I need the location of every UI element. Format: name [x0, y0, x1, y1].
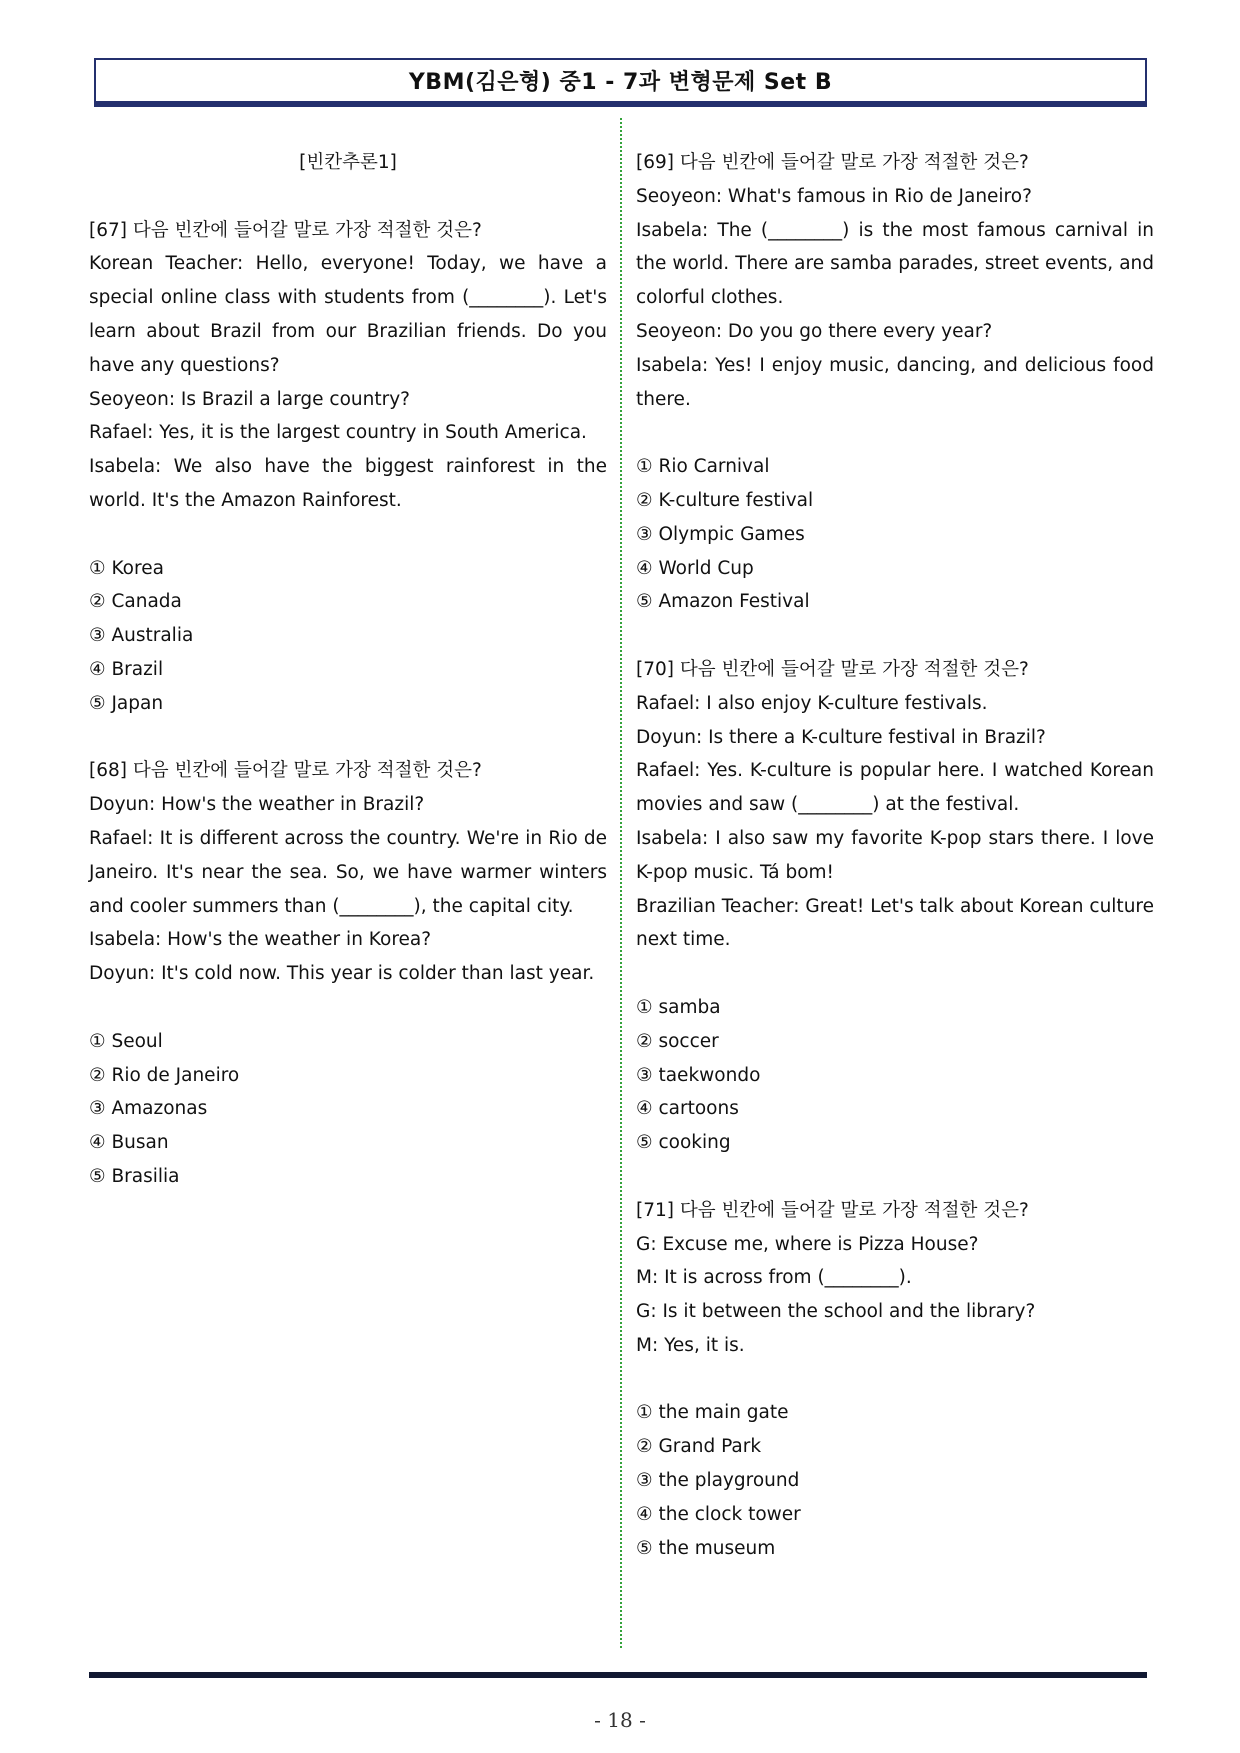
title-underline	[94, 103, 1147, 107]
answer-option[interactable]: ② Canada	[89, 591, 182, 613]
dialogue-line: Rafael: It is different across the country. We're in Rio de Janeiro. It's near the sea. So, we have warmer winters and cooler summers than (________), the capital city.	[89, 827, 607, 917]
section-label: [빈칸추론1]	[299, 152, 397, 173]
answer-option[interactable]: ② Grand Park	[636, 1436, 762, 1458]
answer-option[interactable]: ⑤ the museum	[636, 1537, 776, 1559]
dialogue-line: Seoyeon: Is Brazil a large country?	[89, 388, 410, 410]
question-67	[89, 214, 607, 721]
answer-option[interactable]: ② soccer	[636, 1030, 719, 1052]
left-column	[89, 146, 607, 1194]
dialogue-line: Rafael: Yes, it is the largest country in South America.	[89, 422, 587, 444]
question-title: [69] 다음 빈칸에 들어갈 말로 가장 적절한 것은?	[636, 152, 1029, 173]
dialogue-line: Seoyeon: What's famous in Rio de Janeiro?	[636, 185, 1032, 207]
question-70	[636, 653, 1154, 1160]
dialogue-line: Isabela: How's the weather in Korea?	[89, 929, 432, 951]
dialogue-line: Isabela: The (________) is the most famous carnival in the world. There are samba parades, street events, and colorful clothes.	[636, 219, 1154, 309]
dialogue-line: Doyun: How's the weather in Brazil?	[89, 794, 425, 816]
question-title: [71] 다음 빈칸에 들어갈 말로 가장 적절한 것은?	[636, 1199, 1029, 1221]
answer-option[interactable]: ① Korea	[89, 557, 164, 579]
question-title: [68] 다음 빈칸에 들어갈 말로 가장 적절한 것은?	[89, 760, 482, 782]
dialogue-line: Seoyeon: Do you go there every year?	[636, 320, 993, 342]
answer-option[interactable]: ④ cartoons	[636, 1098, 739, 1120]
answer-option[interactable]: ① the main gate	[636, 1402, 789, 1424]
answer-option[interactable]: ② K-culture festival	[636, 489, 814, 511]
answer-option[interactable]: ⑤ Japan	[89, 692, 164, 714]
footer-rule	[89, 1672, 1147, 1678]
answer-option[interactable]: ③ the playground	[636, 1470, 800, 1492]
question-68	[89, 754, 607, 1193]
answer-option[interactable]: ⑤ Amazon Festival	[636, 591, 810, 613]
answer-option[interactable]: ④ Busan	[89, 1132, 169, 1154]
dialogue-line: Brazilian Teacher: Great! Let's talk about Korean culture next time.	[636, 895, 1154, 951]
answer-option[interactable]: ⑤ cooking	[636, 1132, 731, 1154]
answer-option[interactable]: ① samba	[636, 996, 721, 1018]
answer-option[interactable]: ④ World Cup	[636, 557, 754, 579]
dialogue-line: Doyun: Is there a K-culture festival in Brazil?	[636, 726, 1046, 748]
dialogue-line: Isabela: Yes! I enjoy music, dancing, and delicious food there.	[636, 354, 1154, 410]
answer-option[interactable]: ① Seoul	[89, 1030, 163, 1052]
dialogue-line: G: Is it between the school and the library?	[636, 1301, 1036, 1323]
answer-option[interactable]: ③ Australia	[89, 625, 194, 647]
page-title: YBM(김은형) 중1 - 7과 변형문제 Set B	[408, 70, 833, 95]
question-69	[636, 146, 1154, 619]
question-title: [70] 다음 빈칸에 들어갈 말로 가장 적절한 것은?	[636, 658, 1029, 680]
dialogue-line: Isabela: We also have the biggest rainforest in the world. It's the Amazon Rainforest.	[89, 456, 607, 511]
page-number: - 18 -	[594, 1708, 646, 1732]
dialogue-line: M: It is across from (________).	[636, 1267, 912, 1289]
answer-option[interactable]: ② Rio de Janeiro	[89, 1064, 240, 1086]
right-column	[636, 146, 1154, 1565]
column-divider	[620, 118, 622, 1648]
dialogue-line: Rafael: I also enjoy K-culture festivals.	[636, 692, 988, 714]
answer-option[interactable]: ③ taekwondo	[636, 1064, 761, 1086]
dialogue-line: Rafael: Yes. K-culture is popular here. I watched Korean movies and saw (________) at the festival.	[636, 760, 1154, 816]
answer-option[interactable]: ④ Brazil	[89, 658, 164, 680]
title-box	[94, 58, 1147, 103]
answer-option[interactable]: ③ Amazonas	[89, 1098, 208, 1120]
dialogue-line: Isabela: I also saw my favorite K-pop stars there. I love K-pop music. Tá bom!	[636, 827, 1154, 883]
dialogue-line: Doyun: It's cold now. This year is colder than last year.	[89, 963, 595, 985]
dialogue-line: G: Excuse me, where is Pizza House?	[636, 1233, 979, 1255]
answer-option[interactable]: ① Rio Carnival	[636, 456, 770, 478]
answer-option[interactable]: ③ Olympic Games	[636, 523, 805, 545]
dialogue-line: M: Yes, it is.	[636, 1334, 745, 1356]
question-title: [67] 다음 빈칸에 들어갈 말로 가장 적절한 것은?	[89, 219, 482, 241]
dialogue-line: Korean Teacher: Hello, everyone! Today, we have a special online class with students from (________). Let's learn about Brazil from our Brazilian friends. Do you have any questions?	[89, 253, 607, 376]
question-71	[636, 1194, 1154, 1566]
answer-option[interactable]: ⑤ Brasilia	[89, 1165, 180, 1187]
answer-option[interactable]: ④ the clock tower	[636, 1503, 801, 1525]
